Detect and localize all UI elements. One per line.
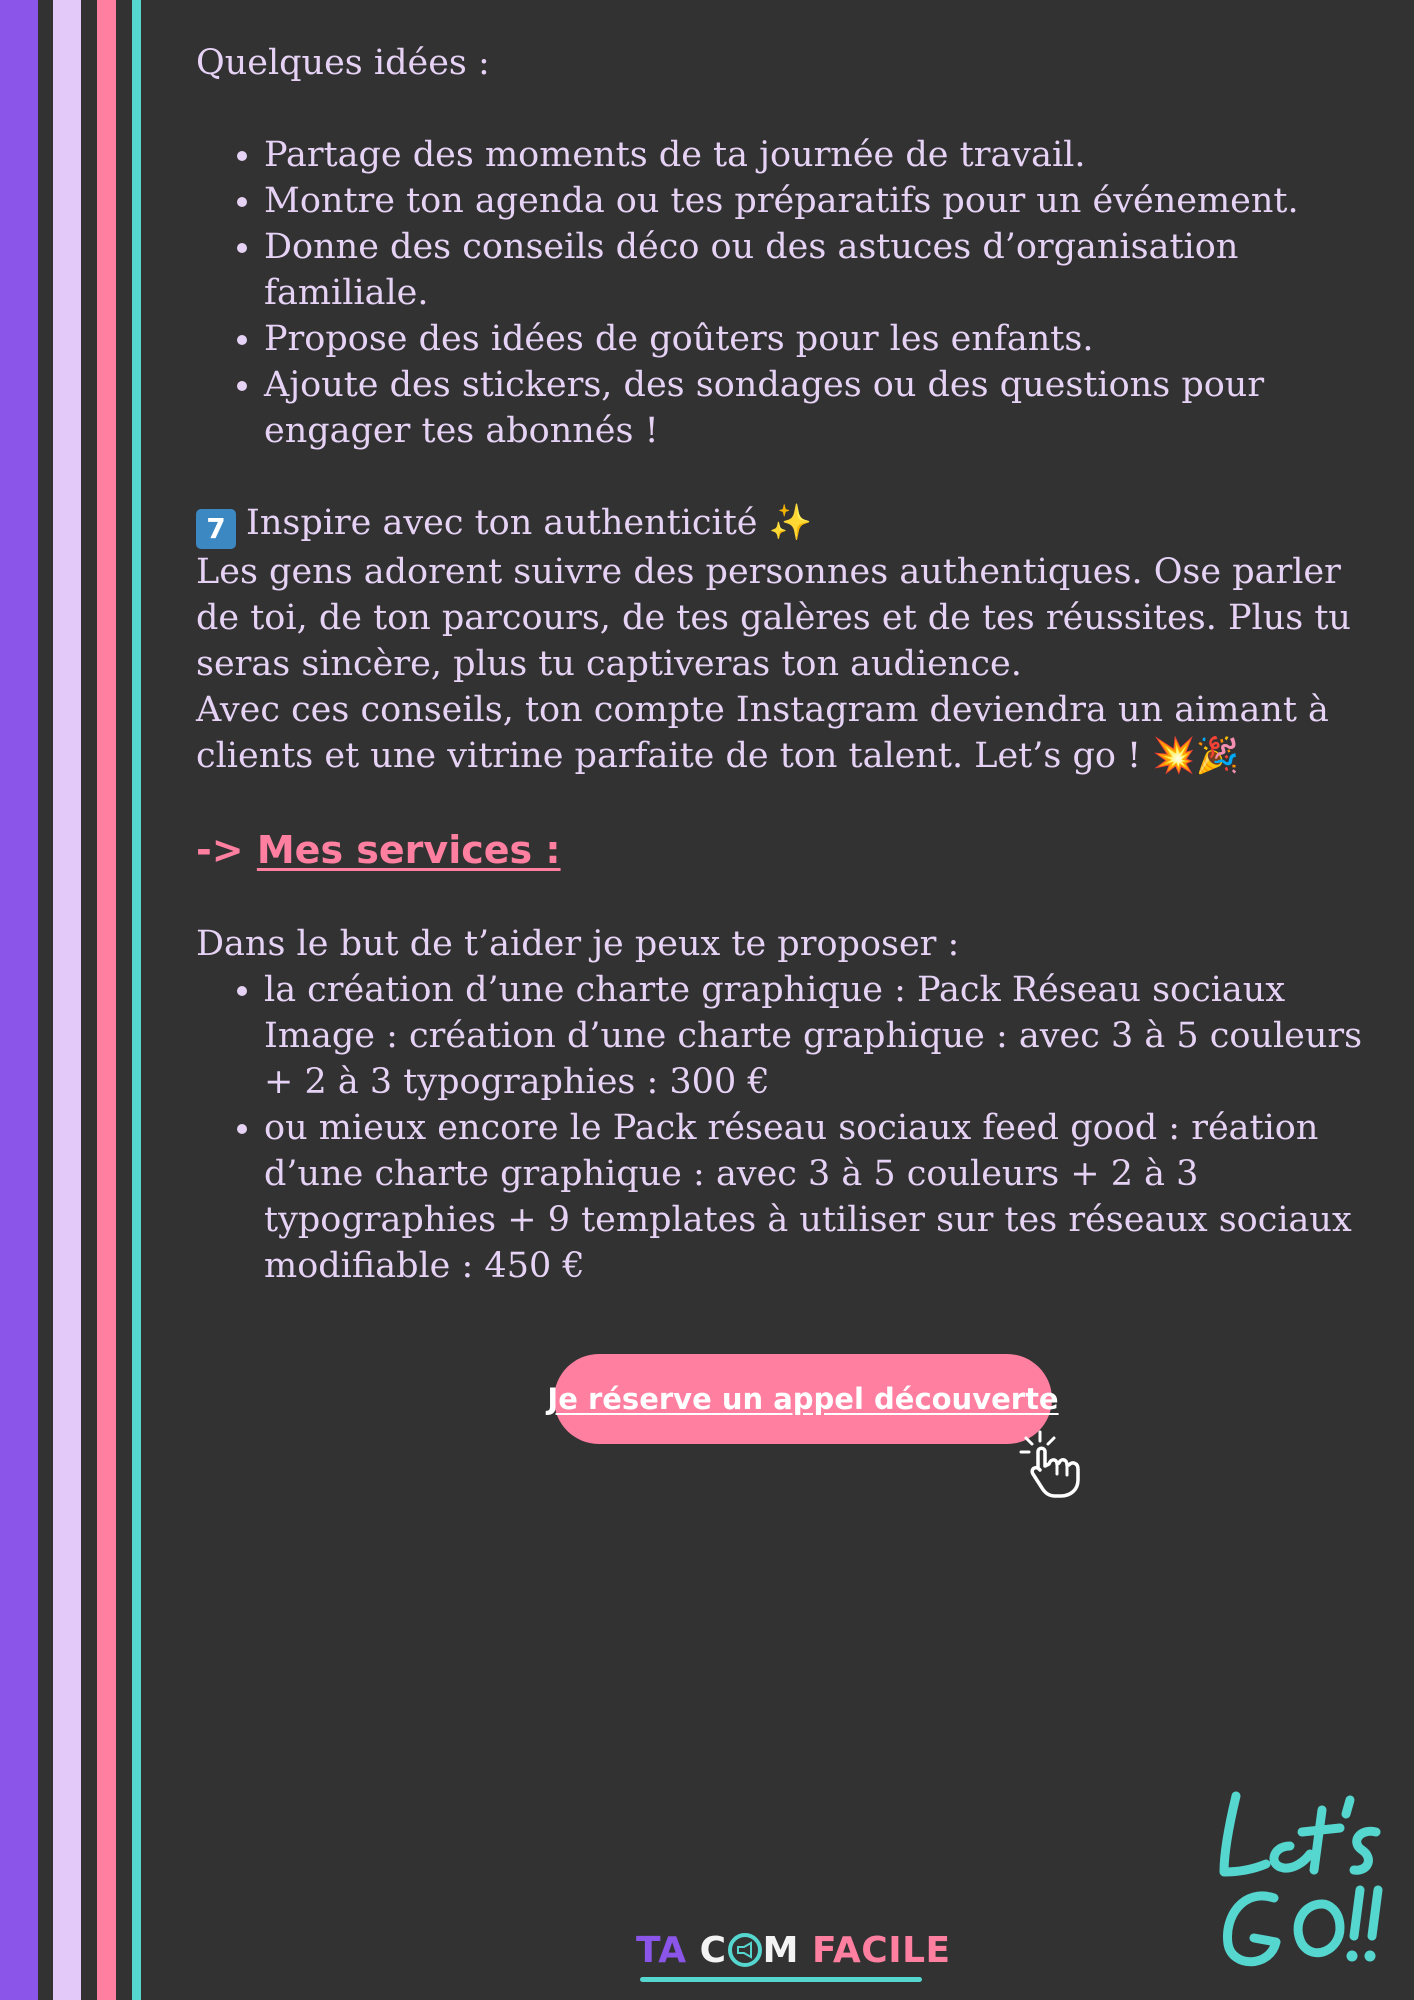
- tip-7-closing-text: Avec ces conseils, ton compte Instagram deviendra un aimant à clients et une vitrine parfaite de ton talent. Let’s go !: [196, 690, 1329, 776]
- stripe-teal: [132, 0, 141, 2000]
- brand-underline: [640, 1977, 922, 1982]
- ideas-intro: Quelques idées :: [196, 43, 490, 83]
- list-item: • Ajoute des stickers, des sondages ou des questions pour engager tes abonnés !: [264, 362, 1366, 454]
- services-heading-text: Mes services :: [256, 828, 561, 872]
- brand-facile: FACILE: [811, 1930, 951, 1971]
- brand-m: M: [762, 1930, 799, 1971]
- tip-7-body: Les gens adorent suivre des personnes authentiques. Ose parler de toi, de ton parcours, de tes galères et de tes réussites. Plus tu seras sincère, plus tu captiveras ton audience.: [196, 552, 1351, 684]
- list-item: • Propose des idées de goûters pour les enfants.: [264, 316, 1366, 362]
- list-item: • la création d’une charte graphique : Pack Réseau sociaux Image : création d’une charte graphique : avec 3 à 5 couleurs + 2 à 3 typographies : 300 €: [264, 967, 1366, 1105]
- sparkles-icon: ✨: [768, 503, 813, 543]
- tip-7-closing: [196, 687, 1366, 779]
- stripe-pink: [97, 0, 116, 2000]
- megaphone-circle-icon: [728, 1933, 762, 1967]
- ideas-list: [196, 132, 1366, 454]
- tip-7-title-text: Inspire avec ton authenticité: [246, 503, 758, 543]
- brand-c: C: [699, 1930, 727, 1971]
- tip-7-title: [196, 500, 1366, 549]
- services-heading: [196, 825, 1366, 875]
- list-item: • ou mieux encore le Pack réseau sociaux feed good : réation d’une charte graphique : avec 3 à 5 couleurs + 2 à 3 typographies + 9 templates à utiliser sur tes réseaux sociaux modifiable : 450 €: [264, 1105, 1366, 1289]
- arrow-icon: ->: [196, 828, 244, 872]
- book-call-button[interactable]: Je réserve un appel découverte: [554, 1354, 1052, 1444]
- lets-go-logo: [1210, 1786, 1390, 1976]
- pointer-hand-icon: [1018, 1428, 1090, 1500]
- stripe-lavender: [53, 0, 81, 2000]
- list-item: • Montre ton agenda ou tes préparatifs pour un événement.: [264, 178, 1366, 224]
- stripe-purple: [0, 0, 38, 2000]
- brand-ta: TA: [636, 1930, 687, 1971]
- keycap-number-icon: 7: [196, 509, 236, 549]
- brand-wordmark: [636, 1930, 951, 1971]
- list-item: • Partage des moments de ta journée de travail.: [264, 132, 1366, 178]
- list-item: • Donne des conseils déco ou des astuces d’organisation familiale.: [264, 224, 1366, 316]
- celebration-icon: 💥🎉: [1152, 736, 1240, 776]
- services-intro: Dans le but de t’aider je peux te proposer :: [196, 924, 960, 964]
- services-list: [196, 967, 1366, 1289]
- article-content: [196, 40, 1366, 1335]
